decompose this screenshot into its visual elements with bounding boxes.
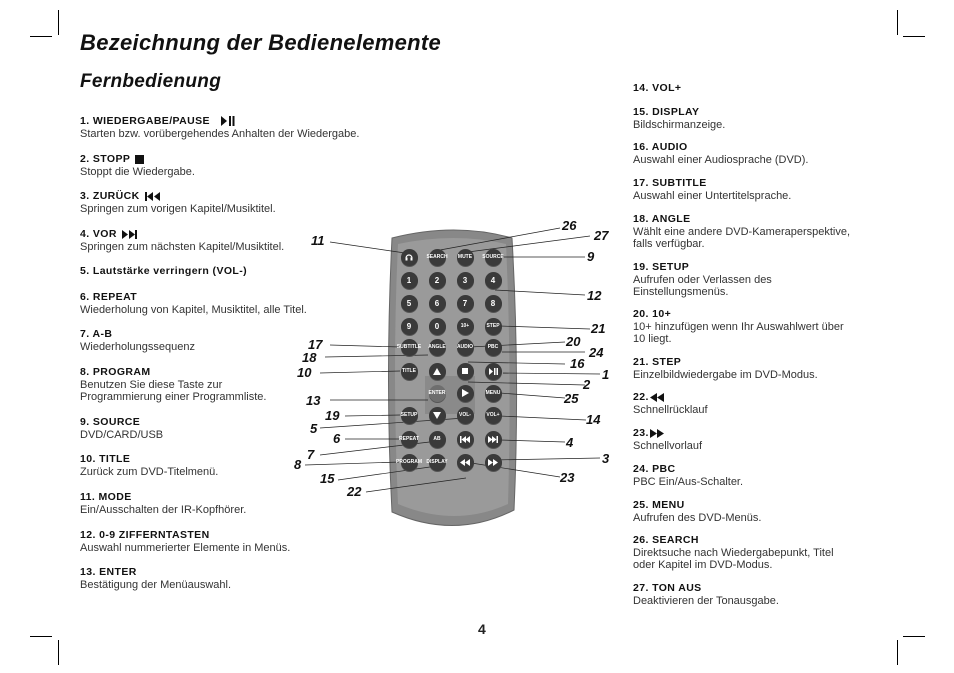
section-title: Fernbedienung — [80, 71, 222, 92]
mute-button[interactable]: MUTE — [457, 249, 474, 266]
previous-button[interactable] — [457, 431, 474, 448]
item-desc: Benutzen Sie diese Taste zur Programmierung einer Programmliste. — [80, 378, 267, 404]
item-desc: Starten bzw. vorübergehendes Anhalten der Wiedergabe. — [80, 127, 360, 140]
digit-button-step[interactable]: STEP — [485, 318, 502, 335]
item-desc: Auswahl nummerierter Elemente in Menüs. — [80, 541, 291, 554]
item-title: 21. STEP — [633, 356, 682, 368]
digit-button-5[interactable]: 5 — [401, 295, 418, 312]
callout-label: 18 — [302, 350, 317, 365]
digit-button-8[interactable]: 8 — [485, 295, 502, 312]
item-desc: Schnellvorlauf — [633, 439, 703, 452]
item-title: 20. 10+ — [633, 308, 672, 320]
play-pause-button[interactable] — [485, 363, 502, 380]
pbc-button[interactable]: PBC — [485, 339, 502, 356]
item-title: 7. A-B — [80, 328, 113, 340]
stop-button[interactable] — [457, 363, 474, 380]
item-title: 18. ANGLE — [633, 213, 691, 225]
item-title: 17. SUBTITLE — [633, 177, 707, 189]
callout-label: 10 — [297, 365, 312, 380]
item-title: 14. VOL+ — [633, 82, 682, 94]
rewind-button[interactable] — [457, 454, 474, 471]
next-button[interactable] — [485, 431, 502, 448]
ab-button[interactable]: AB — [429, 431, 446, 448]
audio-button[interactable]: AUDIO — [457, 339, 474, 356]
right-button[interactable] — [457, 385, 474, 402]
item-desc: Auswahl einer Audiosprache (DVD). — [633, 153, 809, 166]
item-title: 8. PROGRAM — [80, 366, 151, 378]
vol-minus-button[interactable]: VOL- — [457, 407, 474, 424]
callout-label: 17 — [308, 337, 323, 352]
page-number: 4 — [478, 621, 486, 637]
item-desc: PBC Ein/Aus-Schalter. — [633, 475, 744, 488]
item-desc: Springen zum vorigen Kapitel/Musiktitel. — [80, 202, 276, 215]
callout-label: 5 — [310, 421, 318, 436]
down-button[interactable] — [429, 407, 446, 424]
item-title: 26. SEARCH — [633, 534, 699, 546]
item-desc: Deaktivieren der Tonausgabe. — [633, 594, 779, 607]
item-title: 4. VOR — [80, 228, 117, 240]
item-title: 1. WIEDERGABE/PAUSE — [80, 115, 210, 127]
callout-label: 23 — [560, 470, 575, 485]
callout-label: 4 — [566, 435, 574, 450]
item-desc: Bildschirmanzeige. — [633, 118, 726, 131]
callout-label: 1 — [602, 367, 610, 382]
callout-label: 6 — [333, 431, 341, 446]
item-title: 5. Lautstärke verringern (VOL-) — [80, 265, 248, 277]
callout-label: 2 — [583, 377, 591, 392]
callout-label: 11 — [311, 233, 325, 248]
digit-button-7[interactable]: 7 — [457, 295, 474, 312]
program-button[interactable]: PROGRAM — [401, 454, 418, 471]
callout-label: 21 — [591, 321, 606, 336]
item-title: 24. PBC — [633, 463, 676, 475]
item-title: 13. ENTER — [80, 566, 137, 578]
callout-label: 20 — [566, 334, 581, 349]
callout-label: 26 — [562, 218, 577, 233]
item-desc: Zurück zum DVD-Titelmenü. — [80, 465, 219, 478]
item-desc: Schnellrücklauf — [633, 403, 708, 416]
item-desc: Aufrufen des DVD-Menüs. — [633, 511, 762, 524]
callout-label: 9 — [587, 249, 595, 264]
item-title: 11. MODE — [80, 491, 132, 503]
item-desc: Wählt eine andere DVD-Kameraperspektive, falls verfügbar. — [633, 225, 851, 251]
mode-button[interactable] — [401, 249, 418, 266]
item-title: 16. AUDIO — [633, 141, 688, 153]
digit-button-10plus[interactable]: 10+ — [457, 318, 474, 335]
item-title: 9. SOURCE — [80, 416, 141, 428]
callout-label: 13 — [306, 393, 321, 408]
item-title: 25. MENU — [633, 499, 685, 511]
digit-button-1[interactable]: 1 — [401, 272, 418, 289]
enter-button[interactable]: ENTER — [429, 385, 446, 402]
digit-button-2[interactable]: 2 — [429, 272, 446, 289]
item-desc: Wiederholungssequenz — [80, 340, 195, 353]
item-title: 3. ZURÜCK — [80, 190, 140, 202]
item-desc: Stoppt die Wiedergabe. — [80, 165, 195, 178]
item-title: 27. TON AUS — [633, 582, 702, 594]
callout-label: 7 — [307, 447, 315, 462]
callout-label: 19 — [325, 408, 340, 423]
item-desc: Ein/Ausschalten der IR-Kopfhörer. — [80, 503, 247, 516]
callout-label: 12 — [587, 288, 602, 303]
item-desc: 10+ hinzufügen wenn Ihr Auswahlwert über 10 liegt. — [633, 320, 844, 346]
item-desc: Aufrufen oder Verlassen des Einstellungsmenüs. — [633, 273, 772, 299]
callout-label: 27 — [594, 228, 609, 243]
item-title: 10. TITLE — [80, 453, 131, 465]
digit-button-9[interactable]: 9 — [401, 318, 418, 335]
fast-forward-button[interactable] — [485, 454, 502, 471]
item-title: 22. — [633, 391, 649, 403]
item-title: 19. SETUP — [633, 261, 690, 273]
source-button[interactable]: SOURCE — [485, 249, 502, 266]
callout-label: 24 — [589, 345, 604, 360]
callout-label: 15 — [320, 471, 335, 486]
subtitle-button[interactable]: SUBTITLE — [401, 339, 418, 356]
search-button[interactable]: SEARCH — [429, 249, 446, 266]
digit-button-4[interactable]: 4 — [485, 272, 502, 289]
item-desc: DVD/CARD/USB — [80, 428, 164, 441]
callout-label: 16 — [570, 356, 585, 371]
item-desc: Einzelbildwiedergabe im DVD-Modus. — [633, 368, 818, 381]
callout-label: 8 — [294, 457, 302, 472]
item-title: 6. REPEAT — [80, 291, 138, 303]
callout-label: 14 — [586, 412, 601, 427]
callout-label: 22 — [347, 484, 362, 499]
digit-button-6[interactable]: 6 — [429, 295, 446, 312]
up-button[interactable] — [429, 363, 446, 380]
item-desc: Wiederholung von Kapitel, Musiktitel, alle Titel. — [80, 303, 307, 316]
item-title: 15. DISPLAY — [633, 106, 700, 118]
callout-label: 25 — [564, 391, 579, 406]
vol-plus-button[interactable]: VOL+ — [485, 407, 502, 424]
display-button[interactable]: DISPLAY — [429, 454, 446, 471]
item-desc: Direktsuche nach Wiedergabepunkt, Titel oder Kapitel im DVD-Modus. — [633, 546, 834, 572]
menu-button[interactable]: MENU — [485, 385, 502, 402]
item-title: 2. STOPP — [80, 153, 131, 165]
setup-button[interactable]: SETUP — [401, 407, 418, 424]
item-title: 23. — [633, 427, 649, 439]
digit-button-3[interactable]: 3 — [457, 272, 474, 289]
angle-button[interactable]: ANGLE — [429, 339, 446, 356]
item-desc: Springen zum nächsten Kapitel/Musiktitel. — [80, 240, 285, 253]
title-button[interactable]: TITLE — [401, 363, 418, 380]
item-title: 12. 0-9 ZIFFERNTASTEN — [80, 529, 210, 541]
callout-label: 3 — [602, 451, 610, 466]
repeat-button[interactable]: REPEAT — [401, 431, 418, 448]
item-desc: Bestätigung der Menüauswahl. — [80, 578, 232, 591]
item-desc: Auswahl einer Untertitelsprache. — [633, 189, 792, 202]
page-title: Bezeichnung der Bedienelemente — [80, 30, 442, 55]
digit-button-0[interactable]: 0 — [429, 318, 446, 335]
